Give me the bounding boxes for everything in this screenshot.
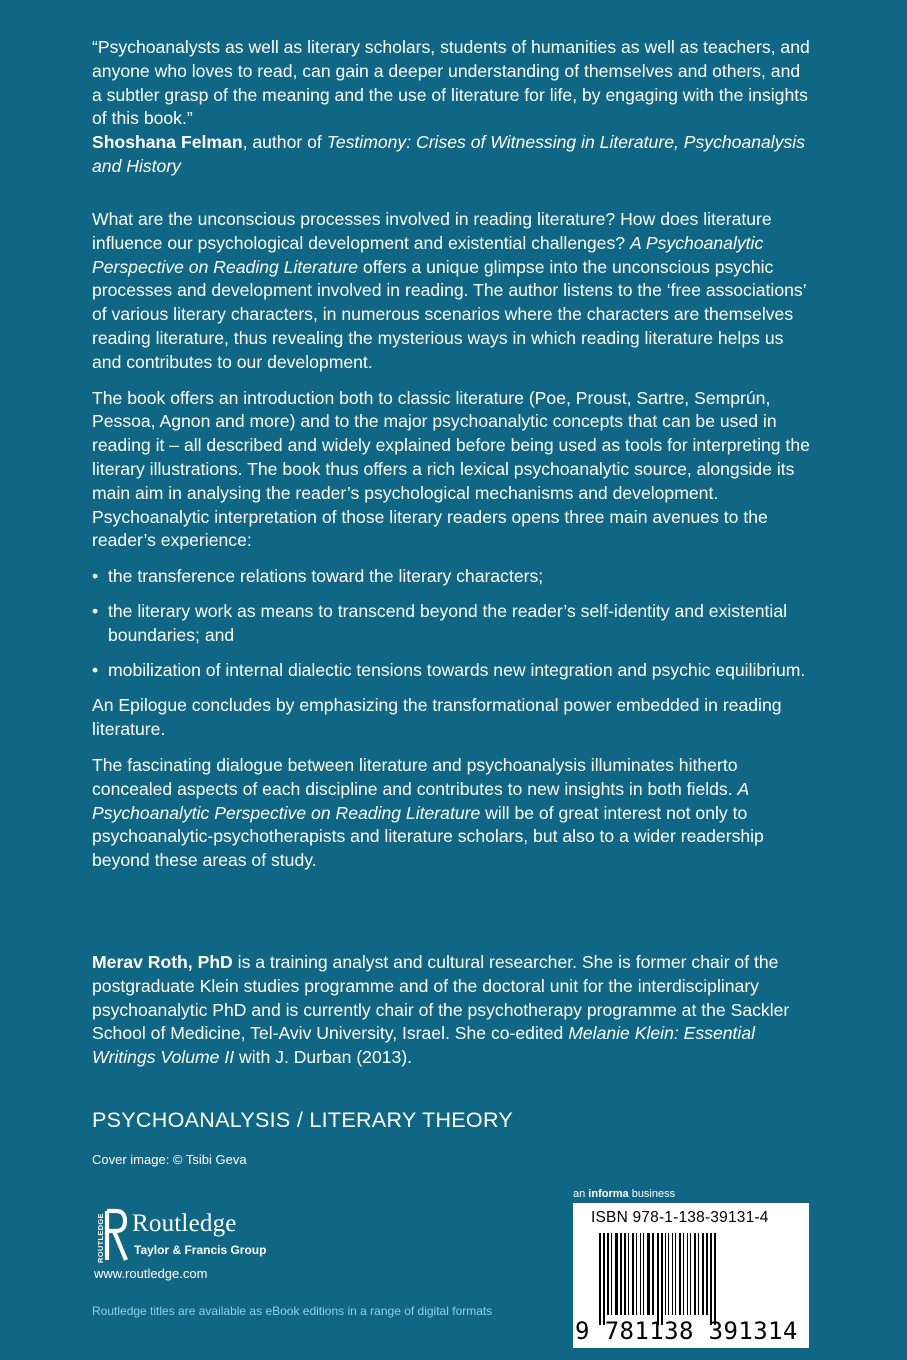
barcode-bar xyxy=(632,1233,634,1315)
publisher-website: www.routledge.com xyxy=(94,1266,208,1281)
barcode-bar xyxy=(624,1233,626,1315)
barcode-bar xyxy=(643,1233,644,1315)
barcode-bar xyxy=(714,1233,716,1325)
description-p4-end: will be of great interest not only to psychoanalytic-psychotherapists and literature scholars, but also to a wider readership beyond these areas of study. xyxy=(92,802,764,871)
barcode-bar xyxy=(611,1233,612,1315)
description-paragraph-2: The book offers an introduction both to classic literature (Poe, Proust, Sartre, Semprún, Pessoa, Agnon and more) and to the major psychoanalytic concepts that can be used in reading it – all described and widely explained before being used as tools for interpreting the literary illustrations. The book thus offers a rich lexical psychoanalytic source, alongside its main aim in analysing the reader’s psychological mechanisms and development. Psychoanalytic interpretation of those literary readers opens three main avenues to the reader’s experience: xyxy=(92,387,810,551)
routledge-logo xyxy=(92,1208,312,1268)
barcode-bar xyxy=(607,1233,609,1315)
routledge-vertical-text: ROUTLEDGE xyxy=(96,1213,105,1263)
barcode-bar xyxy=(672,1233,673,1315)
list-item: • the transference relations toward the literary characters; xyxy=(92,565,812,589)
barcode-bar xyxy=(683,1233,684,1315)
isbn-label: ISBN 978-1-138-39131-4 xyxy=(591,1209,769,1226)
barcode-bar xyxy=(665,1233,666,1315)
subject-category: PSYCHOANALYSIS / LITERARY THEORY xyxy=(92,1108,514,1132)
quote-author-work: Testimony: Crises of Witnessing in Literature, Psychoanalysis and History xyxy=(92,132,806,176)
list-item: • the literary work as means to transcend beyond the reader’s self-identity and existential boundaries; and xyxy=(92,600,812,648)
barcode-bar xyxy=(657,1233,659,1325)
barcode-bar xyxy=(640,1233,641,1315)
description-p1-end: offers a unique glimpse into the unconscious psychic processes and development involved in reading. The author listens to the ‘free associations’ of various literary characters, in numerous scenarios where the characters are themselves reading literature, thus revealing the mysterious ways in which reading literature helps us and contributes to our development. xyxy=(92,256,806,372)
ebook-availability-note: Routledge titles are available as eBook editions in a range of digital formats xyxy=(92,1304,493,1318)
barcode-bar xyxy=(636,1233,637,1315)
author-book-title: Melanie Klein: Essential Writings Volume II xyxy=(92,1023,756,1068)
quote-author-connector: , author of xyxy=(242,132,327,153)
barcode-bar xyxy=(687,1233,688,1315)
barcode-bar xyxy=(652,1233,654,1315)
barcode-bar xyxy=(702,1233,704,1315)
endorsement-quote xyxy=(92,36,812,179)
barcode-digits: 9 781138 391314 xyxy=(575,1317,798,1345)
quote-author: Shoshana Felman xyxy=(92,132,243,153)
book-title-italic: A Psychoanalytic Perspective on Reading Literature xyxy=(92,778,749,823)
author-bio xyxy=(92,951,812,1070)
barcode-bar xyxy=(661,1233,663,1325)
barcode-bar xyxy=(599,1233,601,1325)
cover-image-credit: Cover image: © Tsibi Geva xyxy=(92,1152,247,1167)
barcode-bar xyxy=(620,1233,622,1315)
barcode-bar xyxy=(698,1233,699,1315)
barcode-bar xyxy=(690,1233,691,1315)
barcode-bar xyxy=(679,1233,681,1315)
barcode-bar xyxy=(706,1233,708,1315)
description-paragraph-1 xyxy=(92,208,812,375)
barcode-bar xyxy=(615,1233,618,1315)
barcode-bar xyxy=(628,1233,629,1315)
list-item: • mobilization of internal dialectic tensions towards new integration and psychic equilibrium. xyxy=(92,659,812,683)
quote-text: “Psychoanalysts as well as literary scholars, students of humanities as well as teachers, and anyone who loves to read, can gain a deeper understanding of themselves and others, and a subtler grasp of the meaning and the use of literature for life, by engaging with the insights of this book.” xyxy=(92,37,810,129)
description-p4-start: The fascinating dialogue between literature and psychoanalysis illuminates hitherto concealed aspects of each discipline and contributes to new insights in both fields. xyxy=(92,754,738,799)
informa-business-label xyxy=(573,1188,675,1200)
description-p1-start: What are the unconscious processes involved in reading literature? How does literature influence our psychological development and existential challenges? xyxy=(92,209,772,253)
author-name: Merav Roth, PhD xyxy=(92,952,233,972)
barcode-bar xyxy=(694,1233,696,1315)
barcode-bar xyxy=(603,1233,605,1325)
book-title-italic: A Psychoanalytic Perspective on Reading Literature xyxy=(92,232,764,277)
isbn-barcode xyxy=(573,1203,809,1348)
barcode-bar xyxy=(668,1233,669,1315)
avenues-list xyxy=(92,565,812,682)
publisher-group: Taylor & Francis Group xyxy=(134,1243,267,1257)
informa-suffix: business xyxy=(628,1188,676,1200)
routledge-mark-icon xyxy=(92,1208,132,1266)
author-bio-text: is a training analyst and cultural researcher. She is former chair of the postgraduate Klein studies programme and of the doctoral unit for the interdisciplinary psychoanalytic PhD and is currently chair of the psychotherapy programme at the Sackler School of Medicine, Tel-Aviv University, Israel. She co-edited xyxy=(92,952,790,1044)
book-description xyxy=(92,208,812,885)
description-paragraph-4 xyxy=(92,754,812,873)
publisher-name: Routledge xyxy=(132,1210,237,1237)
author-bio-end: with J. Durban (2013). xyxy=(234,1047,413,1068)
informa-prefix: an xyxy=(573,1188,589,1200)
barcode-bar xyxy=(647,1233,650,1315)
description-paragraph-3: An Epilogue concludes by emphasizing the transformational power embedded in reading literature. xyxy=(92,695,782,740)
barcode-bar xyxy=(710,1233,712,1325)
barcode-bar xyxy=(675,1233,676,1315)
informa-brand: informa xyxy=(588,1188,629,1200)
